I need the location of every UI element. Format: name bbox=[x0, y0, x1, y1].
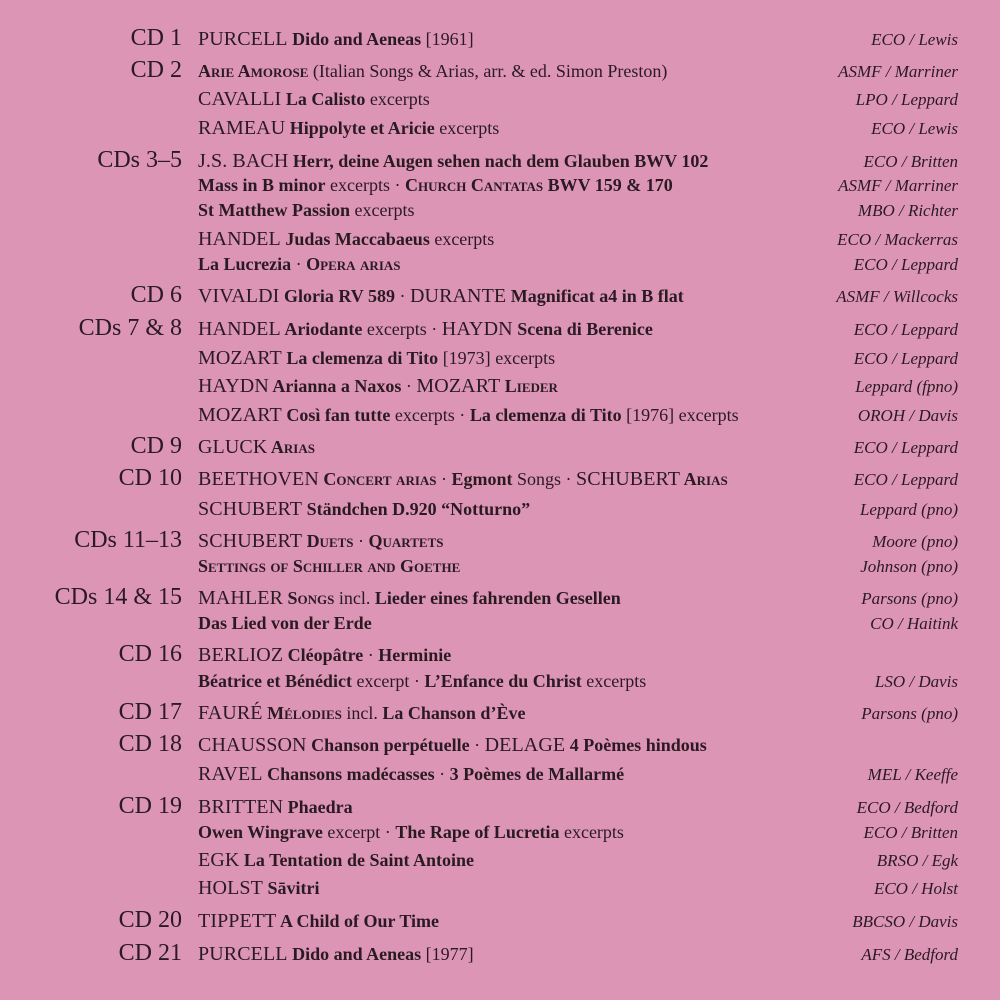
performers: ECO / Lewis bbox=[871, 119, 958, 139]
work-note: · bbox=[394, 286, 410, 306]
work-line bbox=[198, 62, 667, 82]
work-title: Phaedra bbox=[283, 797, 353, 817]
listing-row bbox=[0, 114, 1000, 142]
work-note: excerpts bbox=[490, 348, 556, 368]
performers: AFS / Bedford bbox=[861, 945, 958, 965]
recording-year: [1961] bbox=[421, 29, 474, 49]
work-title: Dido and Aeneas bbox=[287, 944, 422, 964]
listing-row bbox=[0, 907, 1000, 935]
cd-number: CD 21 bbox=[118, 940, 182, 966]
listing-row bbox=[0, 874, 1000, 902]
composer-name: HAYDN bbox=[198, 375, 269, 397]
performers: ECO / Leppard bbox=[853, 320, 958, 340]
work-line bbox=[198, 702, 525, 724]
composer-name: CHAUSSON bbox=[198, 734, 307, 756]
work-note: excerpts bbox=[581, 671, 647, 692]
work-title: Gloria RV 589 bbox=[279, 286, 395, 306]
work-title: 3 Poèmes de Mallarmé bbox=[449, 764, 625, 784]
work-title: L’Enfance du Christ bbox=[424, 671, 582, 692]
performers: ECO / Leppard bbox=[853, 438, 958, 458]
work-line bbox=[198, 644, 451, 666]
composer-name: PURCELL bbox=[198, 943, 288, 965]
work-line bbox=[198, 285, 684, 307]
work-line bbox=[198, 375, 558, 397]
cd-number: CDs 3–5 bbox=[97, 147, 182, 173]
work-title: Judas Maccabaeus bbox=[280, 229, 430, 249]
work-line bbox=[198, 150, 708, 172]
performers: ECO / Leppard bbox=[853, 470, 958, 490]
cd-number: CD 10 bbox=[118, 465, 182, 491]
performers: OROH / Davis bbox=[857, 406, 958, 426]
work-title: Lieder eines fahrenden Gesellen bbox=[374, 588, 621, 608]
work-note: excerpts bbox=[429, 229, 495, 249]
listing-row bbox=[0, 609, 1000, 637]
performers: ECO / Britten bbox=[863, 823, 958, 843]
performers: BBCSO / Davis bbox=[852, 912, 958, 932]
cd-number: CD 19 bbox=[118, 793, 182, 819]
work-title: Cléopâtre bbox=[283, 645, 364, 665]
work-title: Béatrice et Bénédict bbox=[198, 671, 352, 692]
work-title: Das Lied von der Erde bbox=[198, 613, 372, 634]
composer-name: CAVALLI bbox=[198, 88, 282, 110]
cd-number: CD 2 bbox=[130, 57, 182, 83]
work-note: · bbox=[363, 645, 379, 665]
work-title: Egmont bbox=[451, 469, 513, 489]
listing-row bbox=[0, 495, 1000, 523]
work-line bbox=[198, 201, 414, 221]
listing-row bbox=[0, 196, 1000, 224]
performers: LPO / Leppard bbox=[855, 90, 958, 110]
work-note: excerpts bbox=[674, 405, 739, 425]
work-title: Chanson perpétuelle bbox=[306, 735, 470, 755]
listing-row bbox=[0, 401, 1000, 429]
work-title: La Calisto bbox=[281, 89, 366, 109]
work-title: Mélodies bbox=[262, 703, 342, 723]
work-title: Herminie bbox=[378, 645, 452, 665]
performers: Parsons (pno) bbox=[861, 589, 958, 609]
recording-year: [1976] bbox=[621, 405, 675, 425]
work-title: Settings of Schiller and Goethe bbox=[198, 556, 461, 577]
work-line bbox=[198, 877, 319, 899]
listing-row bbox=[0, 315, 1000, 343]
work-title: Mass in B minor bbox=[198, 175, 326, 196]
composer-name: BRITTEN bbox=[198, 796, 284, 818]
work-line bbox=[198, 823, 624, 843]
work-note: · bbox=[469, 735, 485, 755]
composer-name: BEETHOVEN bbox=[198, 468, 319, 490]
work-line bbox=[198, 587, 621, 609]
work-note: excerpt · bbox=[351, 671, 425, 692]
work-line bbox=[198, 734, 707, 756]
work-note: incl. bbox=[341, 703, 383, 723]
cd-number: CD 20 bbox=[118, 907, 182, 933]
work-line bbox=[198, 530, 443, 552]
composer-name: DURANTE bbox=[409, 285, 507, 307]
performers: Johnson (pno) bbox=[860, 557, 958, 577]
work-note: (Italian Songs & Arias, arr. & ed. Simon Preston) bbox=[308, 61, 668, 82]
composer-name: MAHLER bbox=[198, 587, 284, 609]
listing-row bbox=[0, 846, 1000, 874]
work-line bbox=[198, 318, 653, 340]
work-title: The Rape of Lucretia bbox=[395, 822, 560, 843]
composer-name: SCHUBERT bbox=[198, 530, 303, 552]
composer-name: BERLIOZ bbox=[198, 644, 284, 666]
listing-row bbox=[0, 793, 1000, 821]
cd-number: CDs 14 & 15 bbox=[54, 584, 182, 610]
performers: Leppard (fpno) bbox=[855, 377, 958, 397]
work-line bbox=[198, 404, 739, 426]
work-line bbox=[198, 468, 728, 490]
composer-name: EGK bbox=[198, 849, 240, 871]
work-line bbox=[198, 88, 430, 110]
cd-number: CDs 7 & 8 bbox=[78, 315, 182, 341]
work-line bbox=[198, 796, 353, 818]
listing-row bbox=[0, 667, 1000, 695]
listing-row bbox=[0, 433, 1000, 461]
cd-number: CD 17 bbox=[118, 699, 182, 725]
work-title: Lieder bbox=[500, 376, 558, 396]
work-title: Quartets bbox=[368, 531, 444, 551]
work-line bbox=[198, 849, 474, 871]
composer-name: DELAGE bbox=[484, 734, 566, 756]
performers: Leppard (pno) bbox=[859, 500, 958, 520]
composer-name: HANDEL bbox=[198, 228, 281, 250]
listing-row bbox=[0, 344, 1000, 372]
work-title: Sāvitri bbox=[262, 878, 320, 898]
performers: ECO / Holst bbox=[873, 879, 958, 899]
work-note: excerpts bbox=[559, 822, 624, 843]
work-title: 4 Poèmes hindous bbox=[565, 735, 707, 755]
work-note: · bbox=[401, 376, 417, 396]
work-line bbox=[198, 436, 315, 458]
work-title: Così fan tutte bbox=[281, 405, 391, 425]
work-note: excerpts · bbox=[362, 319, 442, 339]
work-title: Ständchen D.920 “Notturno” bbox=[302, 499, 531, 519]
work-title: Arianna a Naxos bbox=[268, 376, 402, 396]
work-title: Opera arias bbox=[306, 254, 401, 275]
work-note: Songs · bbox=[512, 469, 577, 489]
work-line bbox=[198, 910, 439, 932]
composer-name: J.S. BACH bbox=[198, 150, 289, 172]
work-title: La clemenza di Tito bbox=[281, 348, 439, 368]
performers: CO / Haitink bbox=[870, 614, 958, 634]
performers: ASMF / Marriner bbox=[838, 176, 958, 196]
performers: Moore (pno) bbox=[872, 532, 958, 552]
work-title: Owen Wingrave bbox=[198, 822, 323, 843]
composer-name: MOZART bbox=[416, 375, 501, 397]
performers: ASMF / Willcocks bbox=[836, 287, 958, 307]
work-title: Magnificat a4 in B flat bbox=[506, 286, 684, 306]
work-line bbox=[198, 176, 673, 196]
work-title: Scena di Berenice bbox=[512, 319, 653, 339]
listing-row bbox=[0, 940, 1000, 968]
listing-row bbox=[0, 641, 1000, 669]
composer-name: MOZART bbox=[198, 404, 282, 426]
cd-number: CDs 11–13 bbox=[74, 527, 182, 553]
composer-name: SCHUBERT bbox=[576, 468, 681, 490]
composer-name: FAURÉ bbox=[198, 702, 263, 724]
cd-number: CD 18 bbox=[118, 731, 182, 757]
listing-row bbox=[0, 465, 1000, 493]
performers: LSO / Davis bbox=[874, 672, 958, 692]
work-note: excerpts bbox=[434, 118, 500, 138]
work-title: Chansons madécasses bbox=[262, 764, 435, 784]
work-line bbox=[198, 943, 474, 965]
work-title: Arias bbox=[267, 437, 315, 457]
work-title: La clemenza di Tito bbox=[469, 405, 622, 425]
work-line bbox=[198, 498, 530, 520]
composer-name: GLUCK bbox=[198, 436, 268, 458]
performers: MEL / Keeffe bbox=[867, 765, 958, 785]
listing-row bbox=[0, 250, 1000, 278]
work-title: St Matthew Passion bbox=[198, 200, 350, 221]
work-title: Church Cantatas BWV 159 & 170 bbox=[404, 175, 673, 196]
work-line bbox=[198, 28, 474, 50]
work-note: · bbox=[353, 531, 369, 551]
performers: ECO / Lewis bbox=[871, 30, 958, 50]
listing-row bbox=[0, 552, 1000, 580]
work-title: La Lucrezia bbox=[198, 254, 292, 275]
composer-name: VIVALDI bbox=[198, 285, 280, 307]
work-title: Herr, deine Augen sehen nach dem Glauben BWV 102 bbox=[288, 151, 709, 171]
listing-row bbox=[0, 171, 1000, 199]
work-title: Arie Amorose bbox=[198, 61, 309, 82]
work-note: excerpts · bbox=[390, 405, 470, 425]
work-note: excerpts · bbox=[325, 175, 405, 196]
listing-row bbox=[0, 372, 1000, 400]
listing-row bbox=[0, 527, 1000, 555]
work-line bbox=[198, 763, 624, 785]
composer-name: HAYDN bbox=[441, 318, 513, 340]
work-title: Ariodante bbox=[280, 319, 363, 339]
work-note: · bbox=[291, 254, 307, 275]
composer-name: TIPPETT bbox=[198, 910, 277, 932]
composer-name: RAMEAU bbox=[198, 117, 286, 139]
recording-year: [1973] bbox=[438, 348, 491, 368]
composer-name: PURCELL bbox=[198, 28, 288, 50]
cd-number: CD 16 bbox=[118, 641, 182, 667]
work-note: excerpts bbox=[365, 89, 430, 109]
composer-name: HANDEL bbox=[198, 318, 281, 340]
work-line bbox=[198, 255, 401, 275]
work-line bbox=[198, 614, 372, 634]
performers: ECO / Leppard bbox=[853, 349, 958, 369]
work-title: Concert arias bbox=[318, 469, 437, 489]
work-note: · bbox=[434, 764, 450, 784]
cd-number: CD 6 bbox=[130, 282, 182, 308]
composer-name: HOLST bbox=[198, 877, 263, 899]
performers: ASMF / Marriner bbox=[838, 62, 958, 82]
cd-number: CD 9 bbox=[130, 433, 182, 459]
work-line bbox=[198, 117, 499, 139]
work-line bbox=[198, 672, 646, 692]
work-title: Duets bbox=[302, 531, 354, 551]
performers: MBO / Richter bbox=[857, 201, 958, 221]
work-note: excerpts bbox=[350, 200, 415, 221]
composer-name: SCHUBERT bbox=[198, 498, 303, 520]
listing-row bbox=[0, 225, 1000, 253]
performers: ECO / Bedford bbox=[856, 798, 958, 818]
performers: ECO / Mackerras bbox=[837, 230, 958, 250]
listing-row bbox=[0, 731, 1000, 759]
listing-row bbox=[0, 818, 1000, 846]
listing-row bbox=[0, 584, 1000, 612]
performers: ECO / Britten bbox=[863, 152, 958, 172]
work-title: La Tentation de Saint Antoine bbox=[239, 850, 474, 870]
listing-row bbox=[0, 57, 1000, 85]
work-title: La Chanson d’Ève bbox=[382, 703, 526, 723]
listing-row bbox=[0, 282, 1000, 310]
listing-row bbox=[0, 85, 1000, 113]
work-note: incl. bbox=[334, 588, 375, 608]
performers: Parsons (pno) bbox=[861, 704, 958, 724]
work-title: A Child of Our Time bbox=[276, 911, 440, 931]
work-title: Arias bbox=[680, 469, 728, 489]
work-title: Hippolyte et Aricie bbox=[285, 118, 435, 138]
work-line bbox=[198, 228, 494, 250]
listing-row bbox=[0, 699, 1000, 727]
recording-year: [1977] bbox=[421, 944, 474, 964]
composer-name: RAVEL bbox=[198, 763, 263, 785]
work-note: · bbox=[436, 469, 452, 489]
work-line bbox=[198, 557, 460, 577]
listing-row bbox=[0, 760, 1000, 788]
cd-number: CD 1 bbox=[130, 25, 182, 51]
composer-name: MOZART bbox=[198, 347, 282, 369]
work-title: Dido and Aeneas bbox=[287, 29, 422, 49]
work-title: Songs bbox=[283, 588, 335, 608]
performers: ECO / Leppard bbox=[853, 255, 958, 275]
listing-row bbox=[0, 25, 1000, 53]
work-line bbox=[198, 347, 555, 369]
performers: BRSO / Egk bbox=[876, 851, 958, 871]
work-note: excerpt · bbox=[322, 822, 396, 843]
